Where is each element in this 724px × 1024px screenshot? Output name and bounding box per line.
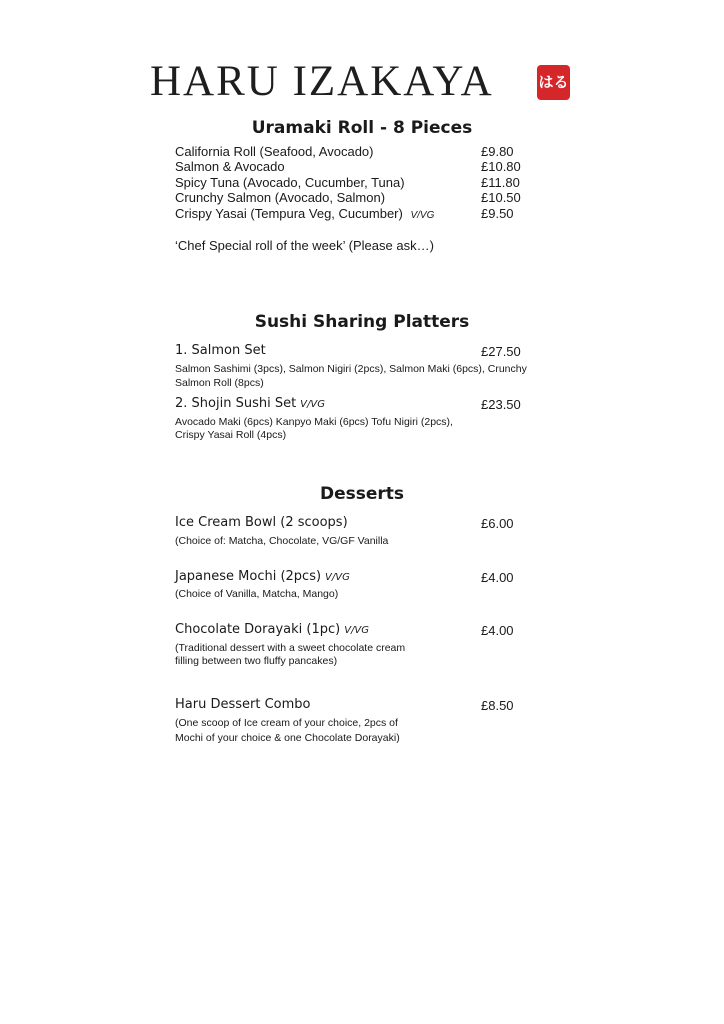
menu-item <box>175 396 325 413</box>
diet-tag: V/VG <box>344 625 370 636</box>
menu-item-description: filling between two fluffy pancakes) <box>175 655 338 667</box>
menu-item-description: Avocado Maki (6pcs) Kanpyo Maki (6pcs) Tofu Nigiri (2pcs), <box>175 416 453 428</box>
section-heading-platters: Sushi Sharing Platters <box>254 312 470 332</box>
menu-item-description: (One scoop of Ice cream of your choice, 2pcs of <box>175 717 398 729</box>
menu-item-description: Salmon Sashimi (3pcs), Salmon Nigiri (2pcs), Salmon Maki (6pcs), Crunchy <box>175 363 527 375</box>
menu-item-price: £23.50 <box>481 397 521 412</box>
menu-item <box>175 569 350 586</box>
menu-item-price: £4.00 <box>481 623 514 638</box>
chef-special-note: ‘Chef Special roll of the week’ (Please ask…) <box>175 238 434 253</box>
restaurant-title: HARU IZAKAYA <box>150 58 494 105</box>
menu-item-price: £27.50 <box>481 344 521 359</box>
menu-item-name: Crunchy Salmon (Avocado, Salmon) <box>175 190 386 205</box>
menu-item-price: £9.80 <box>481 144 514 159</box>
menu-item-price: £9.50 <box>481 206 514 221</box>
menu-item-description: Salmon Roll (8pcs) <box>175 377 264 389</box>
menu-item-name: 2. Shojin Sushi Set <box>175 396 297 411</box>
diet-tag: V/VG <box>300 399 325 410</box>
menu-item-name: Japanese Mochi (2pcs) <box>175 569 322 584</box>
menu-item-description: Crispy Yasai Roll (4pcs) <box>175 429 287 441</box>
diet-tag: V/VG <box>410 210 435 221</box>
menu-item <box>175 206 434 223</box>
menu-item-name: California Roll (Seafood, Avocado) <box>175 144 374 159</box>
menu-item-name: Chocolate Dorayaki (1pc) <box>175 622 341 637</box>
section-heading-desserts: Desserts <box>319 484 405 504</box>
menu-item-price: £11.80 <box>481 175 520 190</box>
menu-item-name: Haru Dessert Combo <box>175 697 311 712</box>
menu-item-price: £8.50 <box>481 698 514 713</box>
diet-tag: V/VG <box>325 572 350 583</box>
menu-item-name: 1. Salmon Set <box>175 343 266 358</box>
menu-item-name: Ice Cream Bowl (2 scoops) <box>175 515 348 530</box>
menu-item-name: Crispy Yasai (Tempura Veg, Cucumber) <box>175 206 403 221</box>
menu-item-price: £10.50 <box>481 190 521 205</box>
menu-item-name: Spicy Tuna (Avocado, Cucumber, Tuna) <box>175 175 405 190</box>
menu-item-price: £6.00 <box>481 516 514 531</box>
section-heading-uramaki: Uramaki Roll - 8 Pieces <box>251 118 473 138</box>
menu-item-description: Mochi of your choice & one Chocolate Dorayaki) <box>175 732 400 744</box>
logo: はる <box>537 65 570 100</box>
menu-item-description: (Choice of Vanilla, Matcha, Mango) <box>175 588 339 600</box>
menu-item-description: (Choice of: Matcha, Chocolate, VG/GF Vanilla <box>175 535 389 547</box>
header <box>150 56 570 108</box>
menu-item-price: £4.00 <box>481 570 514 585</box>
menu-item-description: (Traditional dessert with a sweet chocolate cream <box>175 642 406 654</box>
menu-item-price: £10.80 <box>481 159 521 174</box>
menu-item-name: Salmon & Avocado <box>175 159 285 174</box>
menu-item <box>175 622 369 639</box>
